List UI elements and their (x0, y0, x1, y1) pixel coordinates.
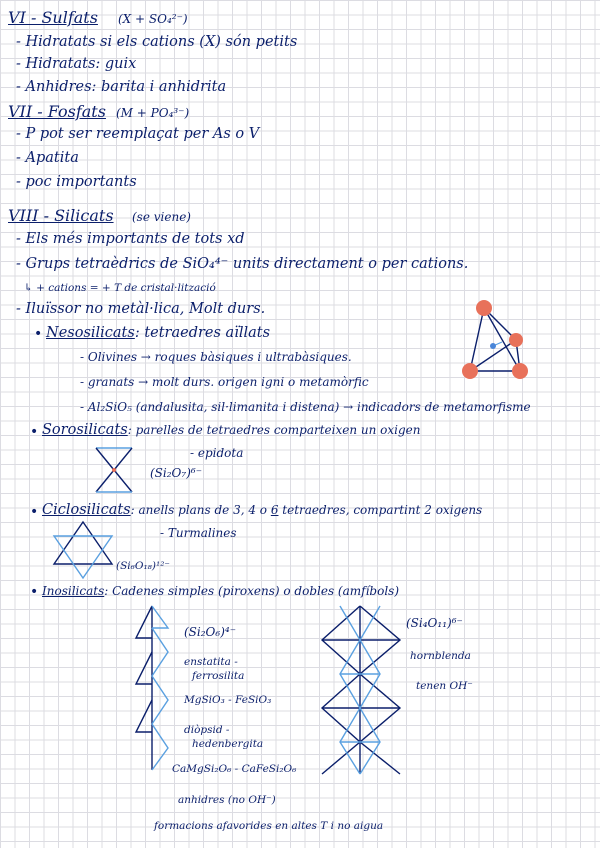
simple-chain-diagram (132, 604, 172, 772)
ciclosilicats-label: Ciclosilicats (42, 502, 131, 518)
section-viii-item: - Els més importants de tots xd (16, 231, 245, 247)
mineral-hedenbergita: hedenbergita (192, 738, 264, 750)
bullet-icon: • (30, 504, 39, 520)
ciclosilicats-formula: (Si₆O₁₈)¹²⁻ (116, 560, 170, 572)
section-vii-title: VII - Fosfats (8, 102, 106, 121)
section-vi-item: - Anhidres: barita i anhidrita (16, 79, 227, 95)
section-vii-item: - poc importants (16, 174, 137, 190)
formula-diopsid: CaMgSi₂O₆ - CaFeSi₂O₆ (172, 763, 297, 775)
oxygen-atom (512, 363, 528, 379)
formula-enstatita: MgSiO₃ - FeSiO₃ (184, 694, 272, 706)
oxygen-atom (476, 300, 492, 316)
nesosilicats-line: - Olivines → roques bàsiques i ultrabàsiques. (80, 350, 352, 364)
sorosilicats-heading (42, 422, 421, 438)
section-vi-item: - Hidratats si els cations (X) són petits (16, 34, 298, 50)
sorosilicat-diagram (94, 446, 134, 496)
section-viii-note: (se viene) (132, 210, 191, 224)
simple-chain-formula: (Si₂O₆)⁴⁻ (184, 625, 237, 639)
sorosilicats-example: - epidota (190, 446, 244, 460)
mineral-ferrosilita: ferrosilita (192, 670, 245, 682)
sorosilicats-formula: (Si₂O₇)⁶⁻ (150, 466, 203, 480)
ciclosilicats-description-b: 6 (270, 503, 279, 517)
silicon-atom (490, 343, 496, 349)
nesosilicats-line: - granats → molt durs. origen igni o metamòrfic (80, 375, 369, 389)
inosilicats-heading (42, 584, 399, 598)
lluisor-line: - Iluïssor no metàl·lica, Molt durs. (16, 301, 266, 317)
section-viii-item: - Grups tetraèdrics de SiO₄⁴⁻ units directament o per cations. (16, 256, 469, 272)
mineral-hornblenda: hornblenda (410, 650, 471, 662)
bullet-icon: • (30, 424, 39, 440)
nesosilicats-line: - Al₂SiO₅ (andalusita, sil·limanita i distena) → indicadors de metamorfisme (80, 400, 531, 414)
section-vii-formula: (M + PO₄³⁻) (116, 106, 190, 120)
mineral-enstatita: enstatita - (184, 656, 238, 668)
section-viii-title: VIII - Silicats (8, 206, 114, 225)
section-vi-item: - Hidratats: guix (16, 56, 137, 72)
ciclosilicats-example: - Turmalines (160, 526, 237, 540)
cations-note: ↳ + cations = + T de cristal·lització (24, 282, 216, 294)
inosilicats-description: : Cadenes simples (piroxens) o dobles (amfíbols) (104, 584, 400, 598)
sorosilicats-description: : parelles de tetraedres comparteixen un oxigen (127, 423, 421, 437)
oxygen-atom (509, 333, 523, 347)
inosilicats-label: Inosilicats (42, 584, 105, 598)
section-vi-formula: (X + SO₄²⁻) (118, 12, 188, 26)
section-vii-item: - Apatita (16, 150, 79, 166)
ciclosilicat-star-diagram (50, 520, 116, 580)
hydroxyl-note: tenen OH⁻ (416, 680, 473, 692)
sorosilicats-label: Sorosilicats (42, 422, 128, 438)
section-vi-title: VI - Sulfats (8, 8, 98, 27)
tetrahedron-diagram (458, 298, 538, 388)
section-vii-item: - P pot ser reemplaçat per As o V (16, 126, 260, 142)
nesosilicats-label: Nesosilicats (46, 325, 135, 341)
bullet-icon: • (30, 584, 39, 600)
ciclosilicats-description-c: tetraedres, compartint 2 oxigens (278, 503, 483, 517)
ciclosilicats-description-a: : anells plans de 3, 4 o (130, 503, 271, 517)
formation-note: formacions afavorides en altes T i no aigua (154, 820, 384, 832)
double-chain-formula: (Si₄O₁₁)⁶⁻ (406, 616, 463, 630)
bullet-icon: • (34, 326, 43, 342)
nesosilicats-heading (46, 325, 270, 341)
mineral-diopsid: diòpsid - (184, 724, 230, 736)
anhydrous-note: anhidres (no OH⁻) (178, 794, 276, 806)
nesosilicats-description: : tetraedres aïllats (134, 325, 271, 341)
double-chain-diagram (318, 604, 404, 774)
ciclosilicats-heading (42, 502, 482, 518)
oxygen-atom (462, 363, 478, 379)
